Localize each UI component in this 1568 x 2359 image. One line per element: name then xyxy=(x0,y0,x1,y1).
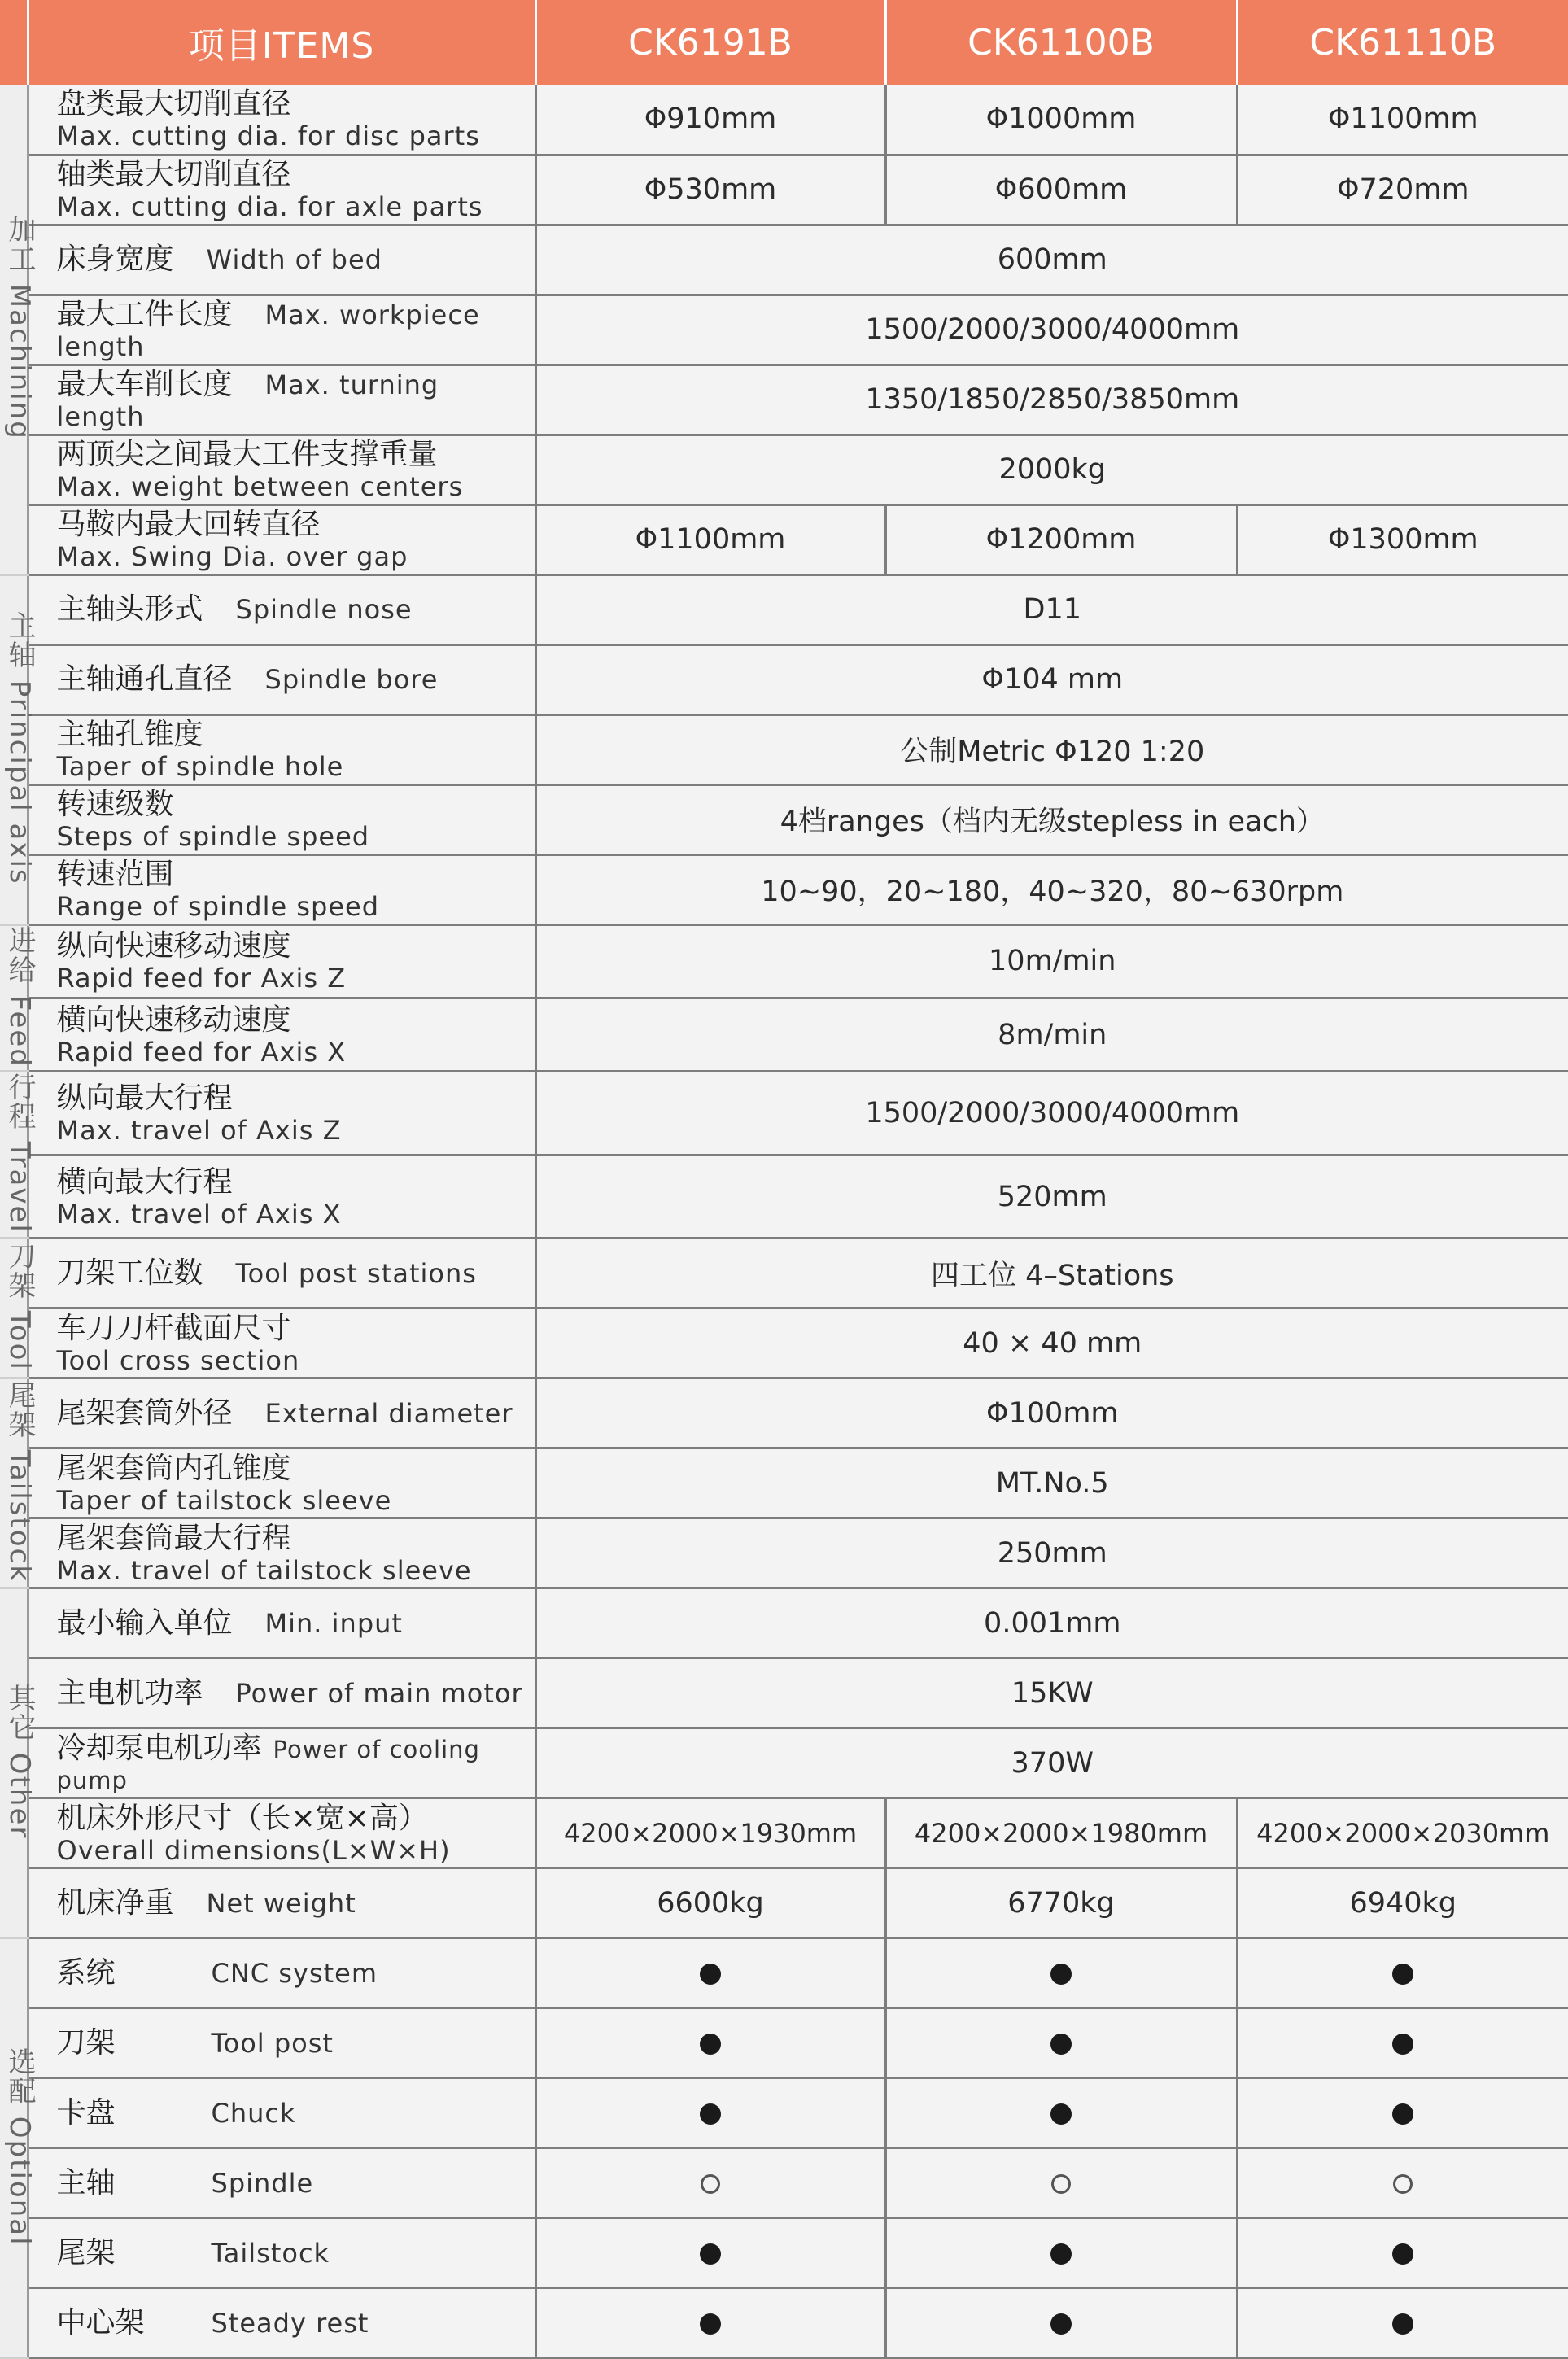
table-row xyxy=(0,85,1568,155)
item-label: 主轴通孔直径 Spindle bore xyxy=(28,644,535,714)
value-cell: 1350/1850/2850/3850mm xyxy=(535,365,1568,435)
model-header-ck61100b: CK61100B xyxy=(885,0,1237,85)
value-cell: 600mm xyxy=(535,225,1568,295)
table-row xyxy=(0,365,1568,435)
standard-dot-icon xyxy=(1237,2288,1568,2358)
item-label: 机床净重 Net weight xyxy=(28,1868,535,1938)
item-label: 尾架 Tailstock xyxy=(28,2218,535,2288)
value-cell: Φ1200mm xyxy=(885,505,1237,574)
standard-dot-icon xyxy=(885,1938,1237,2008)
item-label: 纵向最大行程 Max. travel of Axis Z xyxy=(28,1072,535,1155)
table-row xyxy=(0,998,1568,1071)
table-row xyxy=(0,1518,1568,1588)
model-header-ck61110b: CK61110B xyxy=(1237,0,1568,85)
table-row xyxy=(0,2148,1568,2218)
table-row xyxy=(0,2008,1568,2078)
group-label-tailstock: 尾架 Tailstock xyxy=(0,1378,28,1588)
item-label: 轴类最大切削直径 Max. cutting dia. for axle parts xyxy=(28,155,535,225)
item-label: 盘类最大切削直径 Max. cutting dia. for disc parts xyxy=(28,85,535,155)
item-label: 最大工件长度 Max. workpiece length xyxy=(28,295,535,365)
item-label: 车刀刀杆截面尺寸 Tool cross section xyxy=(28,1308,535,1378)
table-row xyxy=(0,225,1568,295)
group-label-optional: 选配 Optional xyxy=(0,1938,28,2358)
item-label: 床身宽度 Width of bed xyxy=(28,225,535,295)
value-cell: 4200×2000×2030mm xyxy=(1237,1798,1568,1868)
value-cell: Φ910mm xyxy=(535,85,885,155)
item-label: 两顶尖之间最大工件支撑重量 Max. weight between centers xyxy=(28,435,535,505)
table-row xyxy=(0,924,1568,998)
model-header-ck6191b: CK6191B xyxy=(535,0,885,85)
item-label: 中心架 Steady rest xyxy=(28,2288,535,2358)
value-cell: Φ720mm xyxy=(1237,155,1568,225)
value-cell: 40 × 40 mm xyxy=(535,1308,1568,1378)
group-label-other: 其它 Other xyxy=(0,1588,28,1938)
table-row xyxy=(0,505,1568,574)
value-cell: MT.No.5 xyxy=(535,1448,1568,1518)
value-cell: 15KW xyxy=(535,1658,1568,1728)
value-cell: 8m/min xyxy=(535,998,1568,1071)
value-cell: D11 xyxy=(535,574,1568,644)
standard-dot-icon xyxy=(535,1938,885,2008)
table-row xyxy=(0,784,1568,854)
table-row xyxy=(0,1728,1568,1798)
optional-circle-icon xyxy=(535,2148,885,2218)
item-label: 卡盘 Chuck xyxy=(28,2078,535,2148)
table-row xyxy=(0,1378,1568,1448)
table-row xyxy=(0,1938,1568,2008)
table-row xyxy=(0,1448,1568,1518)
value-cell: 6940kg xyxy=(1237,1868,1568,1938)
standard-dot-icon xyxy=(535,2218,885,2288)
value-cell: Φ100mm xyxy=(535,1378,1568,1448)
item-label: 横向快速移动速度 Rapid feed for Axis X xyxy=(28,998,535,1071)
standard-dot-icon xyxy=(535,2288,885,2358)
group-label-machining: 加工 Machining xyxy=(0,85,28,574)
standard-dot-icon xyxy=(535,2078,885,2148)
value-cell: 4200×2000×1930mm xyxy=(535,1798,885,1868)
item-label: 尾架套筒外径 External diameter xyxy=(28,1378,535,1448)
table-row xyxy=(0,1588,1568,1658)
value-cell: Φ1000mm xyxy=(885,85,1237,155)
value-cell: Φ1100mm xyxy=(1237,85,1568,155)
standard-dot-icon xyxy=(1237,2218,1568,2288)
value-cell: 370W xyxy=(535,1728,1568,1798)
standard-dot-icon xyxy=(885,2078,1237,2148)
table-row xyxy=(0,2218,1568,2288)
item-label: 尾架套筒最大行程 Max. travel of tailstock sleeve xyxy=(28,1518,535,1588)
value-cell: 6600kg xyxy=(535,1868,885,1938)
value-cell: 1500/2000/3000/4000mm xyxy=(535,1072,1568,1155)
table-row xyxy=(0,155,1568,225)
item-label: 刀架工位数 Tool post stations xyxy=(28,1238,535,1308)
table-row xyxy=(0,1798,1568,1868)
value-cell: Φ1300mm xyxy=(1237,505,1568,574)
table-row xyxy=(0,644,1568,714)
group-label-principal-axis: 主轴 Principal axis xyxy=(0,574,28,924)
standard-dot-icon xyxy=(1237,2008,1568,2078)
value-cell: 6770kg xyxy=(885,1868,1237,1938)
standard-dot-icon xyxy=(885,2218,1237,2288)
value-cell: 4档ranges（档内无级stepless in each） xyxy=(535,784,1568,854)
item-label: 马鞍内最大回转直径 Max. Swing Dia. over gap xyxy=(28,505,535,574)
value-cell: Φ600mm xyxy=(885,155,1237,225)
item-label: 转速级数 Steps of spindle speed xyxy=(28,784,535,854)
item-label: 主电机功率 Power of main motor xyxy=(28,1658,535,1728)
standard-dot-icon xyxy=(535,2008,885,2078)
value-cell: Φ104 mm xyxy=(535,644,1568,714)
item-label: 纵向快速移动速度 Rapid feed for Axis Z xyxy=(28,924,535,998)
item-label: 主轴孔锥度 Taper of spindle hole xyxy=(28,714,535,784)
table-row xyxy=(0,1658,1568,1728)
item-label: 机床外形尺寸（长×宽×高） Overall dimensions(L×W×H) xyxy=(28,1798,535,1868)
value-cell: 1500/2000/3000/4000mm xyxy=(535,295,1568,365)
table-row xyxy=(0,2078,1568,2148)
header-corner xyxy=(0,0,28,85)
header-row xyxy=(0,0,1568,85)
table-row xyxy=(0,1238,1568,1308)
table-row xyxy=(0,1155,1568,1238)
item-label: 主轴 Spindle xyxy=(28,2148,535,2218)
table-row xyxy=(0,435,1568,505)
value-cell: 0.001mm xyxy=(535,1588,1568,1658)
value-cell: 250mm xyxy=(535,1518,1568,1588)
table-row xyxy=(0,1072,1568,1155)
item-label: 刀架 Tool post xyxy=(28,2008,535,2078)
table-row xyxy=(0,714,1568,784)
value-cell: 2000kg xyxy=(535,435,1568,505)
standard-dot-icon xyxy=(885,2008,1237,2078)
item-label: 最小输入单位 Min. input xyxy=(28,1588,535,1658)
table-row xyxy=(0,574,1568,644)
value-cell: Φ1100mm xyxy=(535,505,885,574)
value-cell: 10~90，20~180，40~320，80~630rpm xyxy=(535,854,1568,924)
standard-dot-icon xyxy=(1237,2078,1568,2148)
item-label: 最大车削长度 Max. turning length xyxy=(28,365,535,435)
item-label: 系统 CNC system xyxy=(28,1938,535,2008)
item-label: 转速范围 Range of spindle speed xyxy=(28,854,535,924)
table-row xyxy=(0,295,1568,365)
group-label-tool: 刀架 Tool xyxy=(0,1238,28,1378)
value-cell: 4200×2000×1980mm xyxy=(885,1798,1237,1868)
value-cell: 四工位 4–Stations xyxy=(535,1238,1568,1308)
standard-dot-icon xyxy=(1237,1938,1568,2008)
standard-dot-icon xyxy=(885,2288,1237,2358)
value-cell: 520mm xyxy=(535,1155,1568,1238)
item-label: 横向最大行程 Max. travel of Axis X xyxy=(28,1155,535,1238)
table-row xyxy=(0,2288,1568,2358)
table-row xyxy=(0,854,1568,924)
value-cell: 公制Metric Φ120 1:20 xyxy=(535,714,1568,784)
group-label-travel: 行程 Travel xyxy=(0,1072,28,1238)
optional-circle-icon xyxy=(885,2148,1237,2218)
items-header: 项目ITEMS xyxy=(28,0,535,85)
table-row xyxy=(0,1868,1568,1938)
value-cell: Φ530mm xyxy=(535,155,885,225)
group-label-feed: 进给 Feed xyxy=(0,924,28,1072)
optional-circle-icon xyxy=(1237,2148,1568,2218)
table-row xyxy=(0,1308,1568,1378)
item-label: 尾架套筒内孔锥度 Taper of tailstock sleeve xyxy=(28,1448,535,1518)
item-label: 冷却泵电机功率 Power of cooling pump xyxy=(28,1728,535,1798)
item-label: 主轴头形式 Spindle nose xyxy=(28,574,535,644)
value-cell: 10m/min xyxy=(535,924,1568,998)
